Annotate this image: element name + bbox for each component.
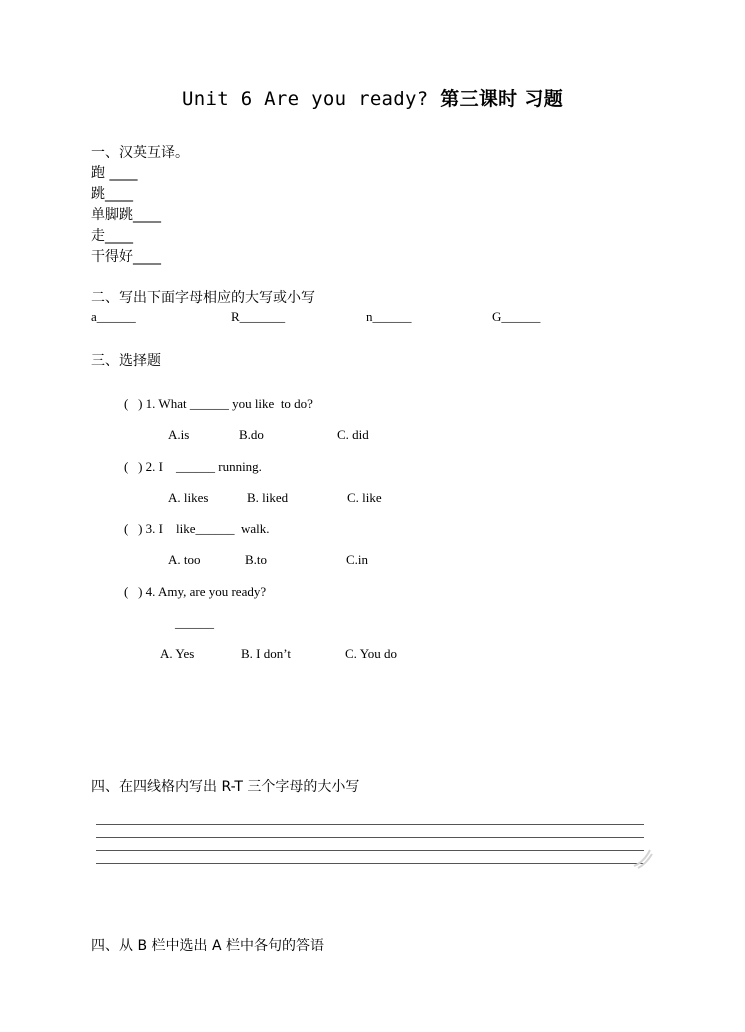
section5-heading: 四、从 B 栏中选出 A 栏中各句的答语 [91,938,324,954]
translate-item-run: 跑 ____ [91,165,138,181]
question-4-option-a: A. Yes [160,646,195,661]
question-2-stem: ( ) 2. I ______ running. [124,459,262,474]
question-1-option-a: A.is [168,427,190,442]
question-2-option-a: A. likes [168,490,209,505]
question-2-option-b: B. liked [247,490,289,505]
question-1-stem: ( ) 1. What ______ you like to do? [124,396,313,411]
question-2-option-c: C. like [347,490,382,505]
question-4-stem: ( ) 4. Amy, are you ready? [124,584,267,599]
question-3-option-b: B.to [245,552,268,567]
grid-line-3 [96,850,644,851]
question-4-option-c: C. You do [345,646,398,661]
letter-item-G: G______ [492,309,541,324]
section3-heading: 三、选择题 [91,353,161,369]
title-chinese: 第三课时 习题 [440,88,563,110]
section4-heading: 四、在四线格内写出 R-T 三个字母的大小写 [91,779,360,795]
question-4-answer-blank: ______ [175,615,214,630]
curl-decoration-icon [630,846,656,872]
translate-item-walk: 走____ [91,228,133,244]
section2-heading: 二、写出下面字母相应的大写或小写 [91,290,315,306]
question-1-option-c: C. did [337,427,369,442]
grid-line-1 [96,824,644,825]
question-3-option-a: A. too [168,552,201,567]
letter-item-n: n______ [366,309,412,324]
page-title [0,84,745,111]
letter-item-R: R_______ [231,309,286,324]
translate-item-jump: 跳____ [91,186,133,202]
grid-line-2 [96,837,644,838]
title-english: Unit 6 Are you ready? [182,88,429,110]
question-3-stem: ( ) 3. I like______ walk. [124,521,270,536]
translate-item-hop: 单脚跳____ [91,207,161,223]
question-1-option-b: B.do [239,427,264,442]
translate-item-well-done: 干得好____ [91,249,161,265]
question-3-option-c: C.in [346,552,369,567]
grid-line-4 [96,863,644,864]
section1-heading: 一、汉英互译。 [91,145,189,161]
question-4-option-b: B. I don’t [241,646,291,661]
letter-item-a: a______ [91,309,136,324]
